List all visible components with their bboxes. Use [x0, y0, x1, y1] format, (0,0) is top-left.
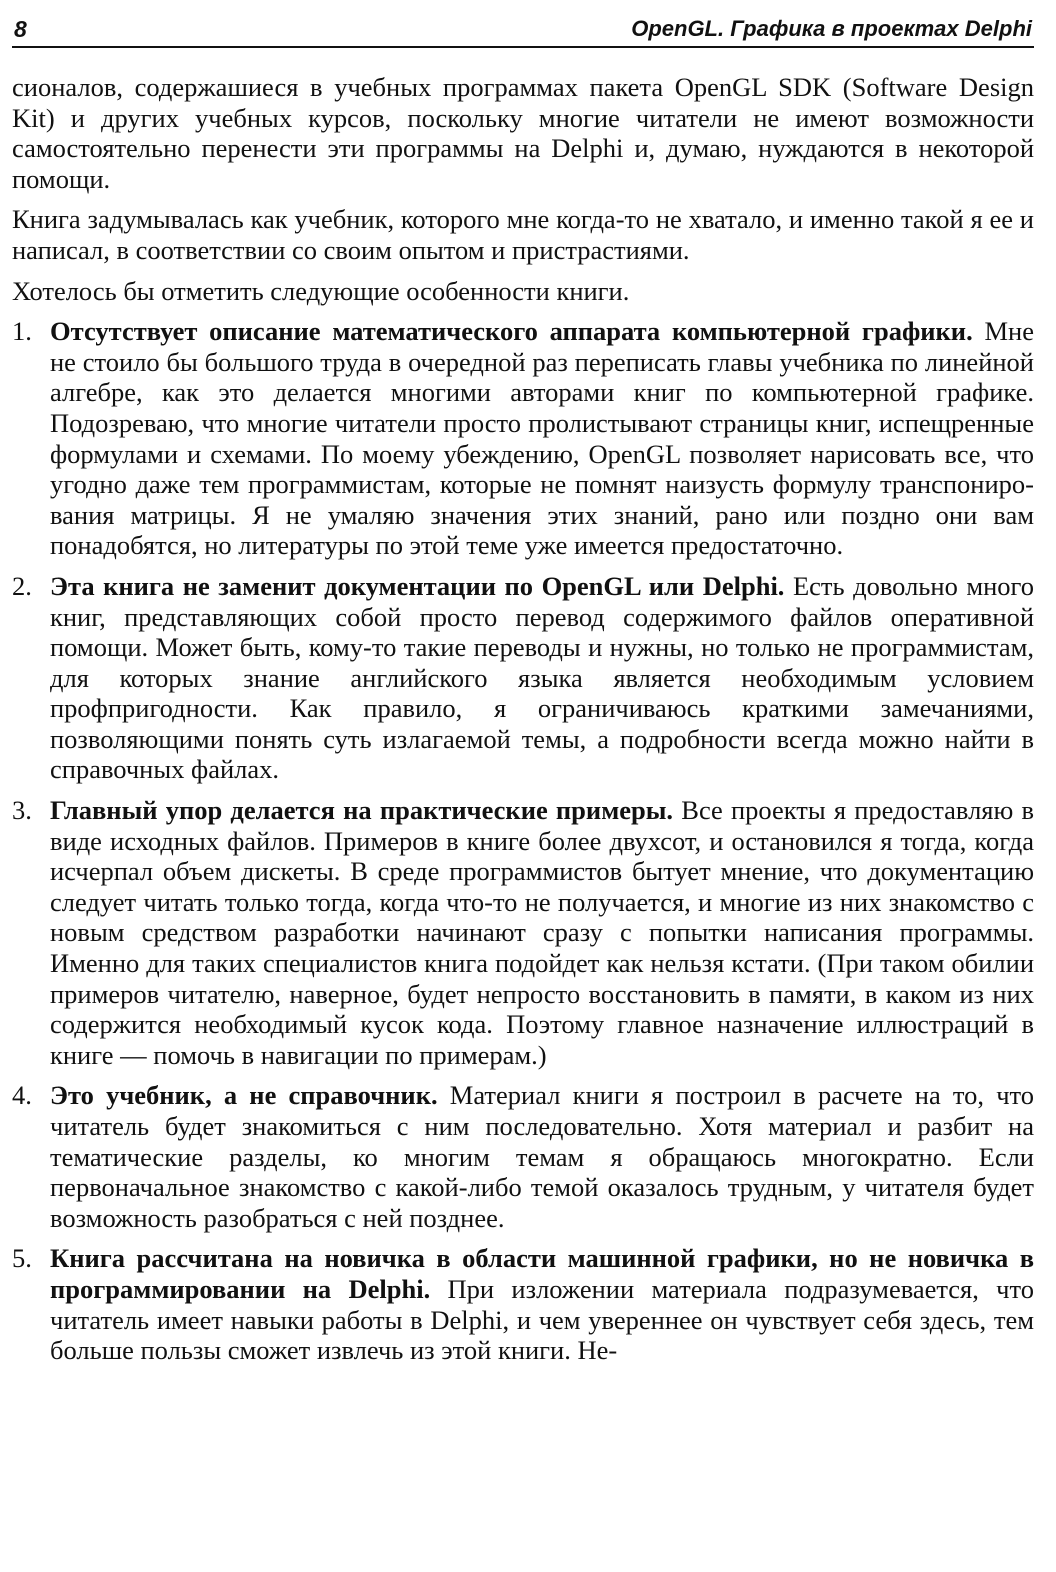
list-item-text: При изложении материала подразумевается, что читатель имеет навыки работы в Delphi, и чем увереннее он чувствует себя здесь, тем больше пользы сможет извлечь из этой книги. Не- [50, 1273, 1034, 1366]
list-item-lead: Эта книга не заменит документации по OpenGL или Delphi. [50, 570, 793, 601]
list-item-lead: Главный упор делается на практические примеры. [50, 795, 682, 826]
features-list [12, 316, 1034, 1366]
list-item-number: 5. [12, 1243, 32, 1274]
list-item-text: Мне не стоило бы большого труда в очередной раз переписать главы учебника по линейной алгебре, как это делается многими авторами книг по компьютерной графике. Подозреваю, что многие читатели просто пролистывают страницы книг, испещренные формулами и схемами. По моему убеждению, OpenGL позволяет нарисовать все, что угодно даже тем программистам, которые не помнят наизусть формулу транспонирования матрицы. Я не умаляю значения этих знаний, рано или поздно они вам понадобятся, но литературы по этой теме уже имеется предостаточно. [50, 316, 1034, 561]
list-item-number: 2. [12, 570, 32, 601]
list-item-text: Материал книги я построил в расчете на то, что читатель будет знакомиться с ним последовательно. Хотя материал и разбит на тематические разделы, ко многим темам я обращаюсь многократно. Если первоначальное знакомство с какой-либо темой оказалось трудным, у читателя будет возможность разобраться с ней позднее. [50, 1080, 1034, 1233]
list-item-lead: Это учебник, а не справочник. [50, 1080, 450, 1111]
list-item-text: Все проекты я предоставляю в виде исходных файлов. Примеров в книге более двухсот, и остановился я тогда, когда исчерпал объем дискеты. В среде программистов бытует мнение, что документацию следует читать только тогда, когда что-то не получается, и многие из них знакомство с новым средством разработки начинают сразу с попытки написания программы. Именно для таких специалистов книга подойдет как нельзя кстати. (При таком обилии примеров читателю, наверное, будет непросто восстановить в памяти, в каком из них содержится необходимый кусок кода. Поэтому главное назначение иллюстраций в книге — помочь в навигации по примерам.) [50, 795, 1034, 1070]
list-item [12, 795, 1034, 1070]
page-number: 8 [14, 16, 27, 42]
book-page [12, 0, 1034, 1572]
paragraph: Хотелось бы отметить следующие особенности книги. [12, 275, 630, 306]
list-item [12, 316, 1034, 561]
list-item-number: 4. [12, 1080, 32, 1111]
list-item-text: Есть довольно много книг, представляющих собой просто перевод содержимого файлов оперативной помощи. Может быть, кому-то такие переводы и нужны, но только не программистам, для которых знание английского языка является необходимым условием профпригодности. Как правило, я ограничиваюсь краткими замечаниями, позволяющими понять суть излагаемой темы, а подробности всегда можно найти в справочных файлах. [50, 570, 1035, 785]
list-item [12, 1080, 1034, 1233]
list-item-number: 3. [12, 795, 32, 826]
list-item-lead: Книга рассчитана на новичка в области машинной графики, но не новичка в программировании на Delphi. [50, 1243, 1034, 1304]
list-item-number: 1. [12, 316, 32, 347]
list-item-lead: Отсутствует описание математического аппарата компьютерной графики. [50, 316, 985, 347]
list-item [12, 571, 1034, 785]
page-body [12, 72, 1034, 1376]
page-header [12, 10, 1034, 48]
list-item [12, 1243, 1034, 1365]
paragraph: Книга задумывалась как учебник, которого мне когда-то не хватало, и именно такой я ее и написал, в соответствии со своим опытом и пристрастиями. [12, 204, 1034, 265]
running-title: OpenGL. Графика в проектах Delphi [631, 16, 1032, 41]
paragraph: сионалов, содержашиеся в учебных программах пакета OpenGL SDK (Software Design Kit) и других учебных курсов, поскольку многие читатели не имеют возможности самостоятельно перенести эти программы на Delphi и, думаю, нуждаются в некоторой помощи. [12, 72, 1034, 194]
